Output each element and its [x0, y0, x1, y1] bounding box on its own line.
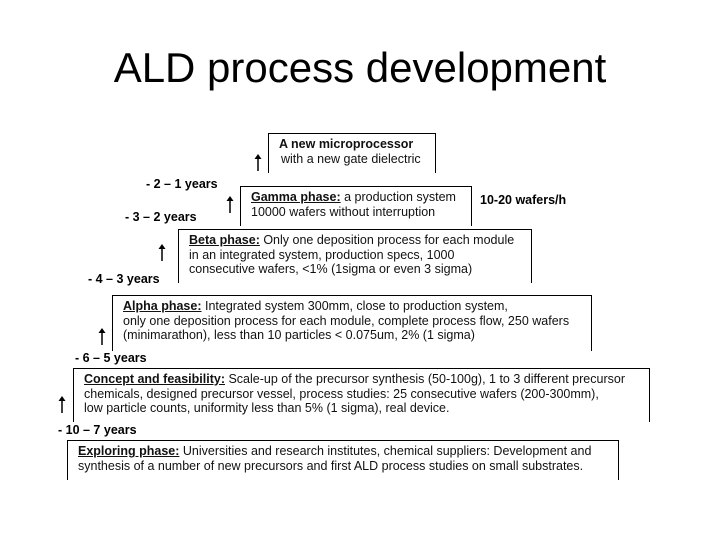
stage-beta-line1: Only one deposition process for each module: [259, 233, 515, 247]
arrow-up-icon: [253, 154, 263, 172]
timeline-label-2: - 3 – 2 years: [125, 210, 197, 224]
stage-microprocessor: [268, 133, 436, 173]
stage-gamma: [240, 186, 472, 226]
stage-beta: [178, 229, 532, 283]
stage-exploring-head: Exploring phase:: [78, 444, 180, 458]
stage-gamma-line1: a production system: [340, 190, 456, 204]
arrow-up-icon: [157, 244, 167, 262]
gamma-throughput-note: 10-20 wafers/h: [480, 193, 567, 207]
stage-exploring: [67, 440, 619, 480]
timeline-label-4: - 6 – 5 years: [75, 351, 147, 365]
stage-microprocessor-body: with a new gate dielectric: [281, 151, 421, 166]
slide-title: ALD process development: [113, 44, 607, 91]
arrow-up-icon: [57, 396, 67, 414]
stage-alpha: [112, 295, 592, 351]
stage-concept-head: Concept and feasibility:: [84, 372, 225, 386]
stage-alpha-head: Alpha phase:: [123, 299, 202, 313]
timeline-label-3: - 4 – 3 years: [88, 272, 160, 286]
arrow-up-icon: [97, 328, 107, 346]
timeline-label-5: - 10 – 7 years: [58, 423, 137, 437]
stage-concept: [73, 368, 650, 422]
stage-concept-line1: Scale-up of the precursor synthesis (50-100g), 1 to 3 different precursor: [225, 372, 625, 386]
stage-alpha-body: only one deposition process for each module, complete process flow, 250 wafers (minimarathon), less than 10 particles < 0.075um, 2% (1 sigma): [123, 313, 570, 342]
stage-exploring-line1: Universities and research institutes, chemical suppliers: Development and: [179, 444, 592, 458]
timeline-label-1: - 2 – 1 years: [146, 177, 218, 191]
stage-exploring-body: synthesis of a number of new precursors and first ALD process studies on small substrates.: [78, 458, 584, 473]
stage-gamma-head: Gamma phase:: [251, 190, 341, 204]
arrow-up-icon: [225, 196, 235, 214]
stage-microprocessor-head: A new microprocessor: [279, 137, 414, 151]
stage-gamma-body: 10000 wafers without interruption: [251, 204, 436, 219]
stage-concept-body: chemicals, designed precursor vessel, process studies: 25 consecutive wafers (200-300mm), low particle counts, uniformity less than 5% (1 sigma), real device.: [84, 386, 599, 415]
stage-alpha-line1: Integrated system 300mm, close to production system,: [201, 299, 508, 313]
stage-beta-head: Beta phase:: [189, 233, 260, 247]
stage-beta-body: in an integrated system, production specs, 1000 consecutive wafers, <1% (1sigma or even 3 sigma): [189, 247, 473, 276]
